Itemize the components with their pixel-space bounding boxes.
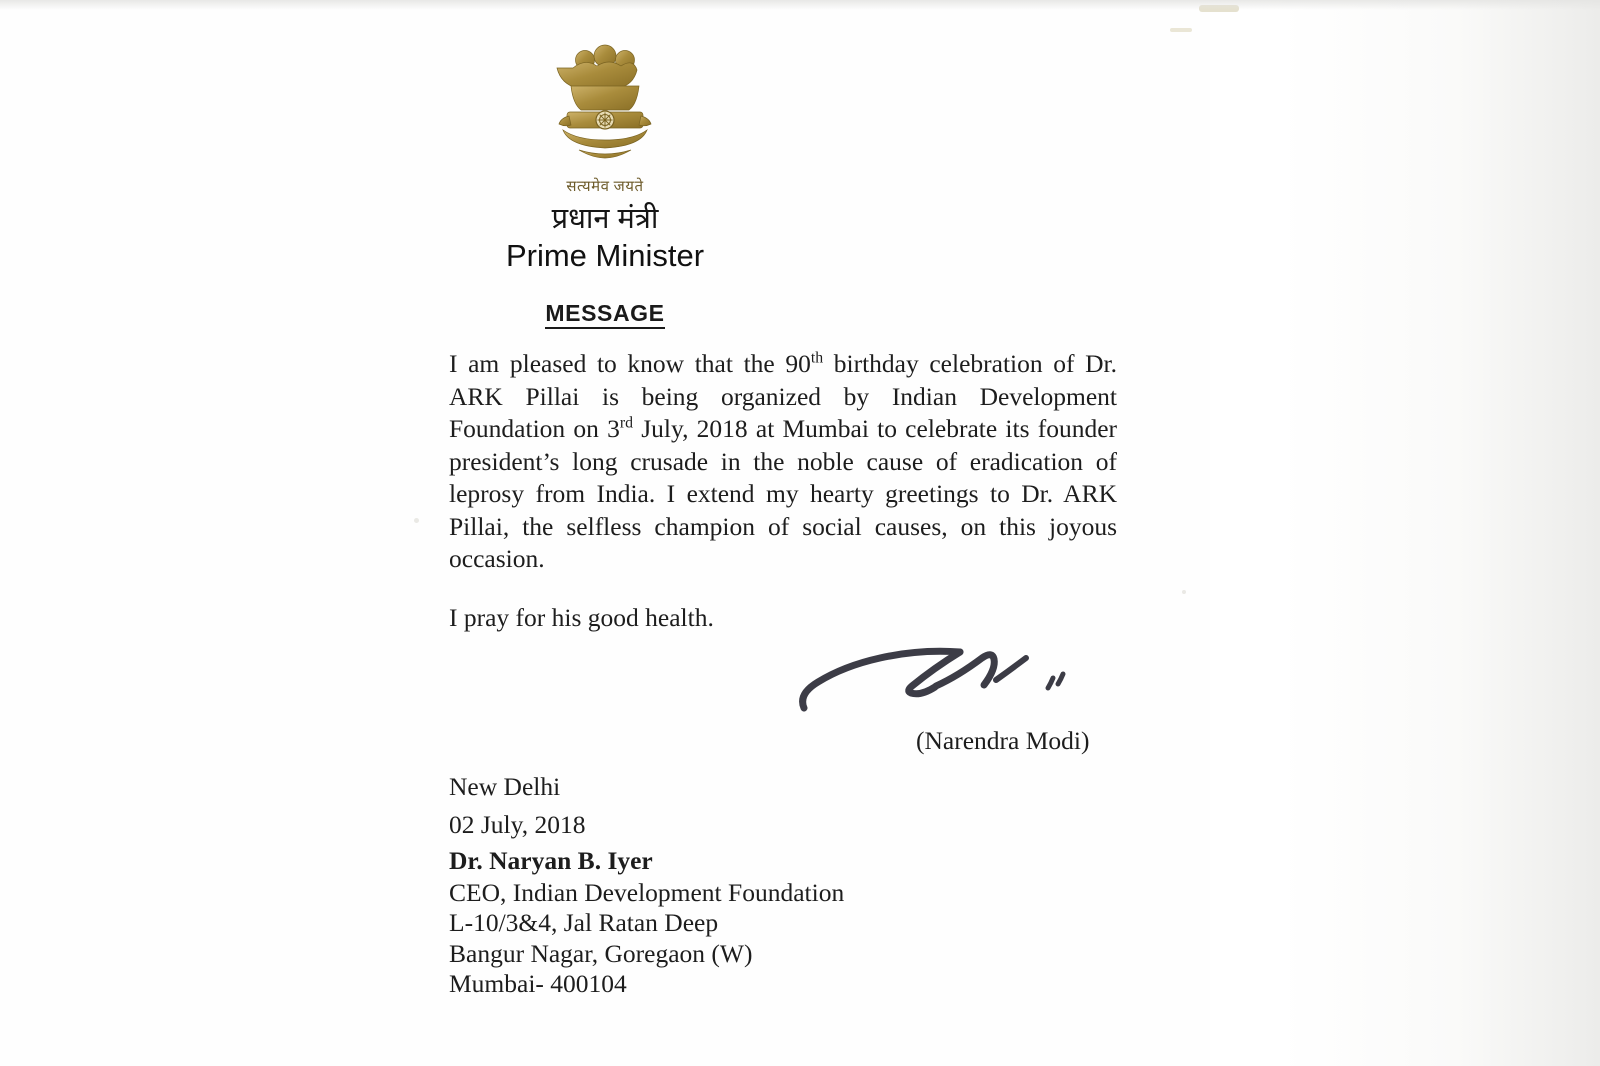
addressee-line-1: CEO, Indian Development Foundation — [449, 877, 845, 907]
addressee-name: Dr. Naryan B. Iyer — [449, 846, 653, 875]
scan-artifact — [1182, 590, 1186, 594]
date: 02 July, 2018 — [449, 810, 586, 839]
scan-artifact — [1199, 5, 1239, 12]
message-label — [0, 300, 1210, 327]
addressee-line-2: L-10/3&4, Jal Ratan Deep — [449, 908, 719, 937]
addressee-line-3: Bangur Nagar, Goregaon (W) — [449, 938, 753, 968]
paragraph-2: I pray for his good health. — [449, 602, 714, 632]
addressee-line-4: Mumbai- 400104 — [449, 969, 627, 998]
paragraph-1 — [449, 348, 1117, 576]
paragraph-1-part-1: I am pleased to know that the 90 — [449, 349, 811, 378]
scan-artifact — [1170, 28, 1192, 32]
paragraph-1-part-3: July, 2018 at Mumbai to celebrate its founder president’s long crusade in the noble cause of eradication of leprosy from India. I extend my hearty greetings to Dr. ARK Pillai, the selfless champion of social causes, on this joyous occasion. — [449, 414, 1118, 573]
emblem-motto: सत्यमेव जयते — [566, 179, 644, 195]
signature-name: (Narendra Modi) — [916, 726, 1090, 755]
paragraph-1-ordinal-rd: rd — [619, 414, 634, 432]
page-title: Prime Minister — [505, 238, 705, 273]
paragraph-1-part-2: birthday celebration of Dr. ARK Pillai is being organized by Indian Development Foundation on 3 — [449, 349, 1117, 443]
hindi-title: प्रधान मंत्री — [551, 203, 659, 235]
paragraph-1-ordinal-th: th — [810, 349, 824, 367]
addressee-block — [449, 846, 844, 1000]
letter-body — [449, 348, 1117, 634]
handwritten-signature-icon — [790, 636, 1090, 736]
place: New Delhi — [449, 772, 561, 801]
scan-artifact — [414, 518, 419, 523]
emblem-block — [0, 38, 1210, 196]
india-state-emblem-ashoka-lion-capital-icon — [549, 38, 661, 178]
place-and-date — [449, 768, 585, 844]
message-label-text: MESSAGE — [545, 300, 664, 329]
